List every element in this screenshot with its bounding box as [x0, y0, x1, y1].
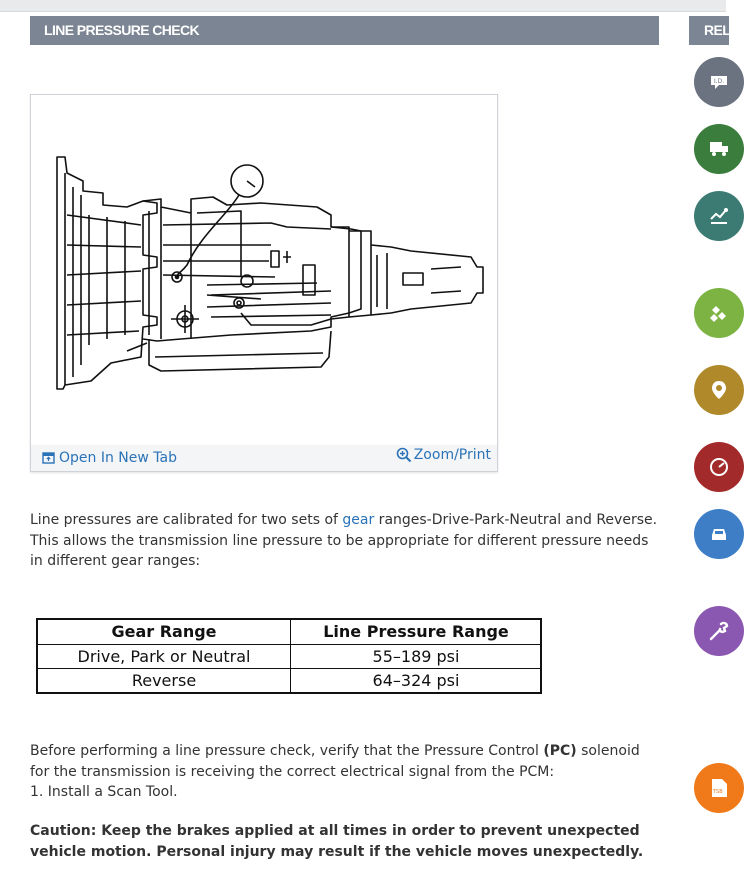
- line-pressure-table: [36, 618, 542, 694]
- related-tsb-button[interactable]: [694, 763, 744, 813]
- transmission-diagram[interactable]: [31, 95, 497, 445]
- table-cell-pressure: 64–324 psi: [290, 669, 541, 693]
- open-in-new-tab-label: Open In New Tab: [59, 450, 177, 466]
- intro-text-start: Line pressures are calibrated for two sets of: [30, 512, 343, 528]
- pc-abbreviation: (PC): [543, 743, 577, 759]
- zoom-print-label: Zoom/Print: [413, 447, 491, 463]
- table-header-gear-range: Gear Range: [111, 622, 217, 641]
- table-header-row: [38, 620, 540, 644]
- related-panel-title: REL: [704, 22, 731, 38]
- caution-note: Caution: Keep the brakes applied at all times in order to prevent unexpected vehicle motion. Personal injury may result if the vehicle moves unexpectedly.: [30, 823, 644, 860]
- vehicle-icon: [708, 138, 730, 160]
- related-vehicle-button[interactable]: [694, 124, 744, 174]
- open-tab-icon: [42, 452, 55, 464]
- table-cell-gear: Drive, Park or Neutral: [77, 647, 251, 666]
- gear-glossary-link[interactable]: gear: [342, 512, 375, 528]
- engine-gauge-icon: [708, 456, 730, 478]
- tsb-label: TSB: [713, 789, 723, 795]
- table-cell-pressure: 55–189 psi: [290, 645, 541, 669]
- related-id-button[interactable]: [694, 57, 744, 107]
- id-tag-icon: [708, 71, 730, 93]
- figure-card: [30, 94, 498, 472]
- related-panel-header: [689, 16, 729, 45]
- section-header: [30, 16, 659, 45]
- table-row: [38, 644, 540, 669]
- page-title: LINE PRESSURE CHECK: [44, 22, 200, 38]
- intro-paragraph: [30, 510, 660, 572]
- check-paragraph: [30, 741, 660, 803]
- related-parts-button[interactable]: [694, 288, 744, 338]
- intro-text-end: ranges-Drive-Park-Neutral and Reverse. This allows the transmission line pressure to be appropriate for different pressure needs in different gear ranges:: [30, 512, 658, 569]
- table-header-line-pressure: Line Pressure Range: [290, 620, 541, 644]
- table-row: [38, 668, 540, 693]
- car-service-icon: [708, 523, 730, 545]
- figure-footer: [31, 445, 497, 471]
- related-car-service-button[interactable]: [694, 509, 744, 559]
- zoom-print-link[interactable]: [396, 447, 491, 463]
- zoom-in-icon: [396, 447, 412, 463]
- check-text-end: solenoid for the transmission is receiving the correct electrical signal from the PCM:: [30, 743, 640, 780]
- table-cell-gear: Reverse: [131, 671, 197, 690]
- check-text-start: Before performing a line pressure check, verify that the Pressure Control: [30, 743, 544, 759]
- related-location-button[interactable]: [694, 365, 744, 415]
- tsb-document-icon: [708, 777, 730, 799]
- id-tag-label: I.D.: [714, 78, 725, 85]
- parts-icon: [708, 302, 730, 324]
- top-bar: [0, 0, 726, 12]
- location-icon: [708, 379, 730, 401]
- related-diagnostic-button[interactable]: [694, 191, 744, 241]
- related-repair-button[interactable]: [694, 606, 744, 656]
- step-1-text: 1. Install a Scan Tool.: [30, 784, 178, 800]
- diagnostic-icon: [708, 205, 730, 227]
- related-engine-gauge-button[interactable]: [694, 442, 744, 492]
- open-in-new-tab-link[interactable]: [42, 450, 177, 466]
- wrench-icon: [708, 620, 730, 642]
